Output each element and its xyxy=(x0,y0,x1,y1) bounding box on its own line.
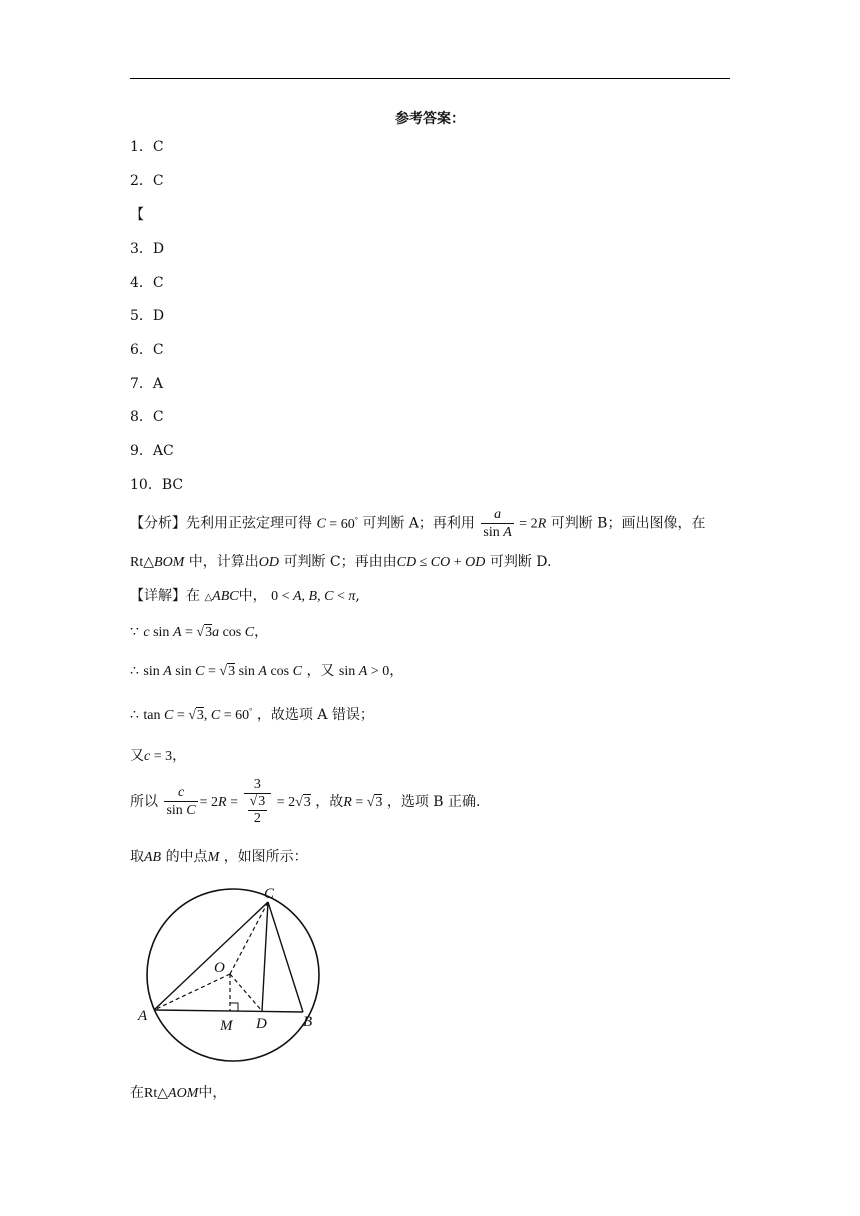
label-C: C xyxy=(264,886,275,902)
answer-6: 6．C xyxy=(130,342,164,358)
analysis-line-2: Rt△BOM 中，计算出OD 可判断 C；再由由CD ≤ CO + OD 可判断 D. xyxy=(130,554,552,570)
formula-c-over-sinC: $\frac{c}{\text{sin C}}$ xyxy=(166,785,196,818)
label-O: O xyxy=(214,960,225,976)
analysis-line-1: 【分析】先利用正弦定理可得 C = 60° 可判断 A；再利用 $\frac{a}{\text{sin A}}$ = 2R 可判断 B；画出图像，在 xyxy=(130,506,706,540)
circle-triangle-diagram xyxy=(136,882,326,1062)
detail-line-2: ∵ c sin A = √3a cos C， xyxy=(130,624,269,640)
header-rule xyxy=(130,78,730,79)
right-angle-mark xyxy=(230,1003,238,1011)
detail-line-6: 所以 $\frac{c}{\text{sin C}}$ = 2R = $\frac{3}{\frac{√3}{2}}$ = 2√3 ，故R = √3 ，选项 B 正确. xyxy=(130,777,481,826)
segment-AC xyxy=(154,902,268,1010)
segment-OC xyxy=(230,902,268,974)
answer-7: 7．A xyxy=(130,376,164,392)
detail-line-5: 又c = 3， xyxy=(130,748,187,764)
formula-a-over-sinA: $\frac{a}{\text{sin A}}$ xyxy=(483,506,512,540)
label-D: D xyxy=(256,1016,267,1032)
answer-8: 8．C xyxy=(130,409,164,425)
detail-line-8: 在Rt△AOM中， xyxy=(130,1085,227,1101)
label-B: B xyxy=(303,1014,313,1030)
formula-3-over-sqrt3-2: $\frac{3}{\frac{√3}{2}}$ xyxy=(244,777,272,827)
segment-OD xyxy=(230,974,262,1011)
answer-3: 3．D xyxy=(130,241,165,257)
segment-CD xyxy=(262,902,268,1011)
answer-1: 1．C xyxy=(130,139,164,155)
geometry-figure xyxy=(136,882,326,1062)
answer-2: 2．C xyxy=(130,173,164,189)
detail-line-4: ∴ tan C = √3, C = 60° ，故选项 A 错误； xyxy=(130,706,374,723)
answer-9: 9．AC xyxy=(130,443,174,459)
detail-tag: 【详解】 xyxy=(130,588,186,604)
answer-4: 4．C xyxy=(130,275,164,291)
page-title: 参考答案： xyxy=(395,111,465,127)
circumcircle xyxy=(147,889,319,1061)
answer-bracket: 【 xyxy=(130,207,144,223)
label-M: M xyxy=(220,1018,233,1034)
detail-line-7: 取AB 的中点M ，如图所示： xyxy=(130,849,308,865)
answer-5: 5．D xyxy=(130,308,165,324)
answer-10: 10．BC xyxy=(130,477,184,493)
segment-AB xyxy=(154,1010,303,1012)
formula-c60: C xyxy=(316,516,326,532)
detail-line-1: 【详解】在 △ABC中， 0 < A, B, C < π, xyxy=(130,588,360,604)
detail-line-3: ∴ sin A sin C = √3 sin A cos C ，又 sin A > 0， xyxy=(130,663,404,679)
analysis-tag: 【分析】 xyxy=(130,515,186,532)
segment-OA xyxy=(154,974,230,1010)
label-A: A xyxy=(138,1008,148,1024)
